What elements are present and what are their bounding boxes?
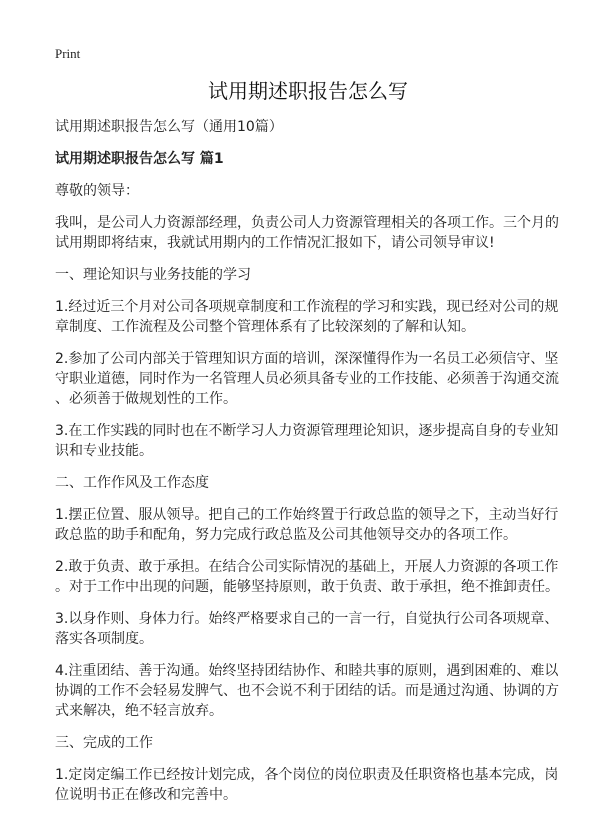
paragraph: 2.敢于负责、敢于承担。在结合公司实际情况的基础上，开展人力资源的各项工作。对于工作中出现的问题，能够坚持原则，敢于负责、敢于承担，绝不推卸责任。 <box>55 559 559 595</box>
section-heading-3: 三、完成的工作 <box>55 735 153 751</box>
paragraph: 1.定岗定编工作已经按计划完成，各个岗位的岗位职责及任职资格也基本完成，岗位说明书正在修改和完善中。 <box>55 767 559 803</box>
section-heading-1: 一、理论知识与业务技能的学习 <box>55 267 251 283</box>
intro-paragraph: 我叫，是公司人力资源部经理，负责公司人力资源管理相关的各项工作。三个月的试用期即将结束，我就试用期内的工作情况汇报如下，请公司领导审议! <box>55 215 559 251</box>
document-page <box>55 45 561 817</box>
paragraph: 1.摆正位置、服从领导。把自己的工作始终置于行政总监的领导之下，主动当好行政总监的助手和配角，努力完成行政总监及公司其他领导交办的各项工作。 <box>55 507 559 543</box>
paragraph: 4.注重团结、善于沟通。始终坚持团结协作、和睦共事的原则，遇到困难的、难以协调的工作不会轻易发脾气、也不会说不利于团结的话。而是通过沟通、协调的方式来解决，绝不轻言放弃。 <box>55 663 559 719</box>
document-title: 试用期述职报告怎么写 <box>208 79 408 103</box>
salutation: 尊敬的领导： <box>55 183 139 199</box>
paragraph: 2.参加了公司内部关于管理知识方面的培训，深深懂得作为一名员工必须信守、坚守职业道德，同时作为一名管理人员必须具备专业的工作技能、必须善于沟通交流、必须善于做规划性的工作。 <box>55 351 559 407</box>
paragraph: 3.以身作则、身体力行。始终严格要求自己的一言一行，自觉执行公司各项规章、落实各项制度。 <box>55 611 559 647</box>
section-heading-2: 二、工作作风及工作态度 <box>55 475 209 491</box>
paragraph: 1.经过近三个月对公司各项规章制度和工作流程的学习和实践，现已经对公司的规章制度、工作流程及公司整个管理体系有了比较深刻的了解和认知。 <box>55 299 559 335</box>
document-subtitle: 试用期述职报告怎么写（通用10篇） <box>55 119 283 135</box>
print-link[interactable]: Print <box>55 46 81 61</box>
section-heading: 试用期述职报告怎么写 篇1 <box>55 151 224 167</box>
paragraph: 3.在工作实践的同时也在不断学习人力资源管理理论知识，逐步提高自身的专业知识和专业技能。 <box>55 423 559 459</box>
